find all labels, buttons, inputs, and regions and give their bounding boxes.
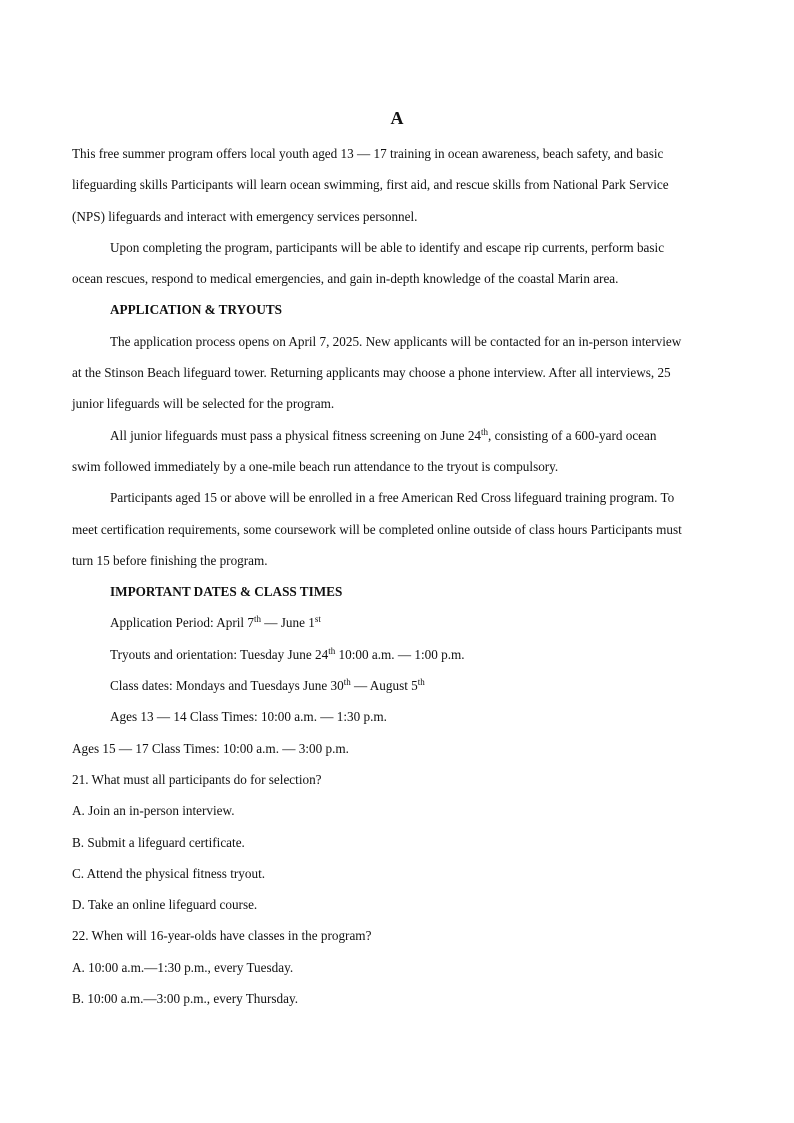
question-22-number: 22. <box>72 928 89 944</box>
question-22-option-b[interactable]: B. 10:00 a.m.—3:00 p.m., every Thursday. <box>72 991 298 1007</box>
class-times-ages-15-17: Ages 15 — 17 Class Times: 10:00 a.m. — 3:00 p.m. <box>72 740 349 756</box>
heading-important-dates: IMPORTANT DATES & CLASS TIMES <box>110 584 343 600</box>
application-period-text-a: Application Period: April 7 <box>110 615 254 631</box>
paragraph-fitness-line-2: swim followed immediately by a one-mile beach run attendance to the tryout is compulsory. <box>72 458 559 474</box>
tryouts-text-b: 10:00 a.m. — 1:00 p.m. <box>335 646 465 662</box>
paragraph-red-cross-line-1: Participants aged 15 or above will be enrolled in a free American Red Cross lifeguard training program. To <box>110 490 675 506</box>
application-period-text-b: — June 1 <box>260 615 315 631</box>
question-21-option-c[interactable]: C. Attend the physical fitness tryout. <box>72 865 266 881</box>
application-period <box>72 607 724 638</box>
paragraph-application-line-1: The application process opens on April 7, 2025. New applicants will be contacted for an in-person interview <box>110 333 682 349</box>
application-period-sup-1: th <box>253 614 261 625</box>
question-21-number: 21. <box>72 771 89 787</box>
tryouts-orientation <box>72 639 724 670</box>
paragraph-intro-line-3: (NPS) lifeguards and interact with emergency services personnel. <box>72 208 418 224</box>
question-22 <box>72 920 724 951</box>
paragraph-outcomes-line-1: Upon completing the program, participants will be able to identify and escape rip currents, perform basic <box>110 239 665 255</box>
class-dates-text-b: — August 5 <box>350 678 418 694</box>
paragraph-intro-line-1: This free summer program offers local youth aged 13 — 17 training in ocean awareness, beach safety, and basic <box>72 146 664 161</box>
tryouts-sup: th <box>328 645 336 656</box>
paragraph-red-cross-line-2: meet certification requirements, some coursework will be completed online outside of class hours Participants must <box>72 521 682 537</box>
class-dates <box>72 670 724 701</box>
paragraph-fitness-line-1 <box>72 420 724 451</box>
question-22-text: When will 16-year-olds have classes in the program? <box>88 928 372 944</box>
question-22-option-a[interactable]: A. 10:00 a.m.—1:30 p.m., every Tuesday. <box>72 959 294 975</box>
class-dates-text-a: Class dates: Mondays and Tuesdays June 30 <box>110 678 344 694</box>
question-21-option-d[interactable]: D. Take an online lifeguard course. <box>72 897 258 913</box>
tryouts-text-a: Tryouts and orientation: Tuesday June 24 <box>110 646 329 662</box>
heading-application-tryouts: APPLICATION & TRYOUTS <box>110 302 282 318</box>
section-title: A <box>390 108 404 128</box>
paragraph-intro-line-2: lifeguarding skills Participants will learn ocean swimming, first aid, and rescue skills from National Park Service <box>72 177 669 193</box>
fitness-sup: th <box>481 426 489 437</box>
fitness-text-b: , consisting of a 600-yard ocean <box>488 427 657 443</box>
paragraph-red-cross-line-3: turn 15 before finishing the program. <box>72 552 268 568</box>
passage <box>72 138 724 1014</box>
question-21-text: What must all participants do for selection? <box>88 771 322 787</box>
question-21 <box>72 764 724 795</box>
class-dates-sup-2: th <box>417 677 425 688</box>
question-21-option-a[interactable]: A. Join an in-person interview. <box>72 803 235 819</box>
class-times-ages-13-14: Ages 13 — 14 Class Times: 10:00 a.m. — 1:30 p.m. <box>110 709 387 725</box>
paragraph-outcomes-line-2: ocean rescues, respond to medical emergencies, and gain in-depth knowledge of the coastal Marin area. <box>72 271 619 287</box>
class-dates-sup-1: th <box>343 677 351 688</box>
fitness-text-a: All junior lifeguards must pass a physical fitness screening on June 24 <box>110 427 482 443</box>
question-21-option-b[interactable]: B. Submit a lifeguard certificate. <box>72 834 245 850</box>
paragraph-application-line-2: at the Stinson Beach lifeguard tower. Returning applicants may choose a phone interview. After all interviews, 25 <box>72 365 671 381</box>
application-period-sup-2: st <box>314 614 321 625</box>
paragraph-application-line-3: junior lifeguards will be selected for the program. <box>72 396 335 412</box>
